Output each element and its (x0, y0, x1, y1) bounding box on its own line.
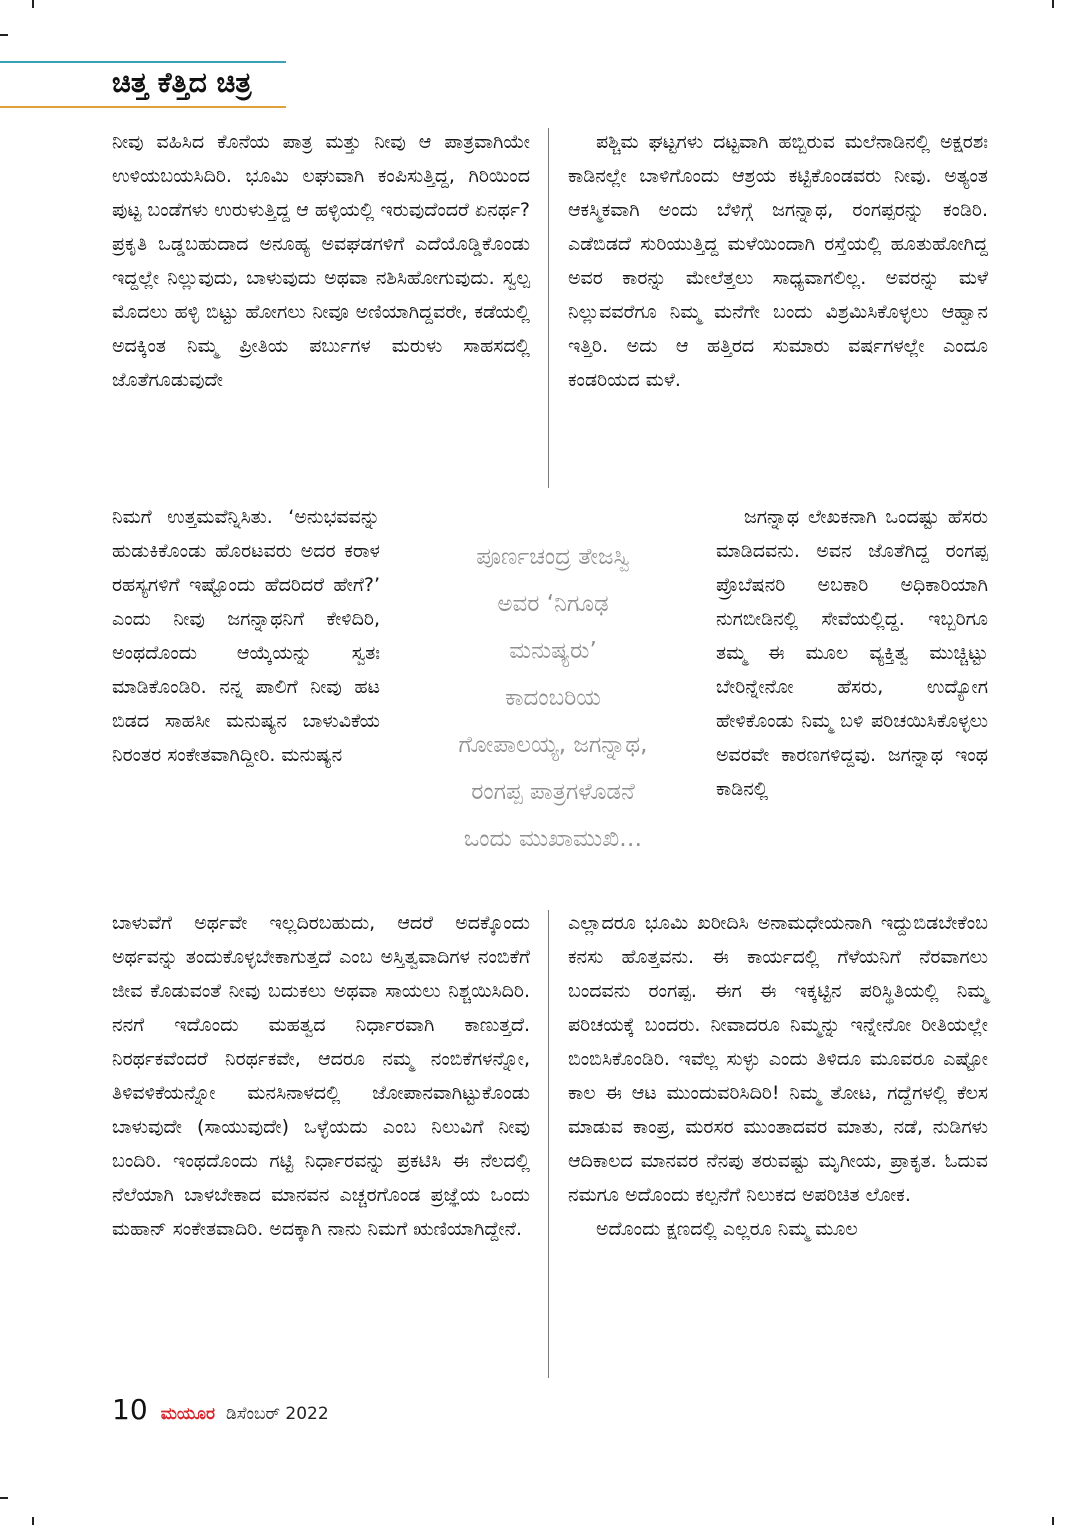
page-number: 10 (112, 1393, 148, 1426)
crop-mark (0, 1497, 8, 1499)
crop-mark (32, 1517, 34, 1525)
paragraph: ಎಲ್ಲಾದರೂ ಭೂಮಿ ಖರೀದಿಸಿ ಅನಾಮಧೇಯನಾಗಿ ಇದ್ದುಬಿಡಬೇಕೆಂಬ ಕನಸು ಹೊತ್ತವನು. ಈ ಕಾರ್ಯದಲ್ಲಿ ಗೆಳೆಯನಿಗೆ ನೆರವಾಗಲು ಬಂದವನು ರಂಗಪ್ಪ. ಈಗ ಈ ಇಕ್ಕಟ್ಟಿನ ಪರಿಸ್ಥಿತಿಯಲ್ಲಿ ನಿಮ್ಮ ಪರಿಚಯಕ್ಕೆ ಬಂದರು. ನೀವಾದರೂ ನಿಮ್ಮನ್ನು ಇನ್ನೇನೋ ರೀತಿಯಲ್ಲೇ ಬಿಂಬಿಸಿಕೊಂಡಿರಿ. ಇವೆಲ್ಲ ಸುಳ್ಳು ಎಂದು ತಿಳಿದೂ ಮೂವರೂ ಎಷ್ಟೋ ಕಾಲ ಈ ಆಟ ಮುಂದುವರಿಸಿದಿರಿ! ನಿಮ್ಮ ತೋಟ, ಗದ್ದೆಗಳಲ್ಲಿ ಕೆಲಸ ಮಾಡುವ ಕಾಂಪ್ರ, ಮರಸರ ಮುಂತಾದವರ ಮಾತು, ನಡೆ, ನುಡಿಗಳು ಆದಿಕಾಲದ ಮಾನವರ ನೆನಪು ತರುವಷ್ಟು ಮೃಗೀಯ, ಪ್ರಾಕೃತ. ಓದುವ ನಮಗೂ ಅದೊಂದು ಕಲ್ಪನೆಗೆ ನಿಲುಕದ ಅಪರಿಚಿತ ಲೋಕ. (568, 912, 988, 1206)
pull-quote-line: ಒಂದು ಮುಖಾಮುಖಿ… (463, 826, 643, 852)
crop-mark (32, 0, 34, 8)
pull-quote-line: ಅವರ ‘ನಿಗೂಢ (497, 591, 609, 617)
paragraph: ಬಾಳುವೆಗೆ ಅರ್ಥವೇ ಇಲ್ಲದಿರಬಹುದು, ಆದರೆ ಅದಕ್ಕೊಂದು ಅರ್ಥವನ್ನು ತಂದುಕೊಳ್ಳಬೇಕಾಗುತ್ತದೆ ಎಂಬ ಅಸ್ತಿತ್ವವಾದಿಗಳ ನಂಬಿಕೆಗೆ ಜೀವ ಕೊಡುವಂತೆ ನೀವು ಬದುಕಲು ಅಥವಾ ಸಾಯಲು ನಿಶ್ಚಯಿಸಿದಿರಿ. ನನಗೆ ಇದೊಂದು ಮಹತ್ವದ ನಿರ್ಧಾರವಾಗಿ ಕಾಣುತ್ತದೆ. ನಿರರ್ಥಕವೆಂದರೆ ನಿರರ್ಥಕವೇ, ಆದರೂ ನಮ್ಮ ನಂಬಿಕೆಗಳನ್ನೋ, ತಿಳಿವಳಿಕೆಯನ್ನೋ ಮನಸಿನಾಳದಲ್ಲಿ ಜೋಪಾನವಾಗಿಟ್ಟುಕೊಂಡು ಬಾಳುವುದೇ (ಸಾಯುವುದೇ) ಒಳ್ಳೆಯದು ಎಂಬ ನಿಲುವಿಗೆ ನೀವು ಬಂದಿರಿ. ಇಂಥದೊಂದು ಗಟ್ಟಿ ನಿರ್ಧಾರವನ್ನು ಪ್ರಕಟಿಸಿ ಈ ನೆಲದಲ್ಲಿ ನೆಲೆಯಾಗಿ ಬಾಳಬೇಕಾದ ಮಾನವನ ಎಚ್ಚರಗೊಂಡ ಪ್ರಜ್ಞೆಯ ಒಂದು ಮಹಾನ್ ಸಂಕೇತವಾದಿರಿ. ಅದಕ್ಕಾಗಿ ನಾನು ನಿಮಗೆ ಋಣಿಯಾಗಿದ್ದೇನೆ. (112, 912, 530, 1240)
crop-mark (0, 34, 8, 36)
pull-quote (408, 534, 698, 863)
crop-mark (1052, 0, 1054, 8)
header-rule-top (0, 61, 286, 63)
header-rule-bottom (0, 106, 286, 108)
page-footer (112, 1393, 329, 1426)
pull-quote-line: ಮನುಷ್ಯರು’ (509, 638, 597, 664)
article-col1-bottom (112, 906, 530, 1382)
paragraph: ಪಶ್ಚಿಮ ಘಟ್ಟಗಳು ದಟ್ಟವಾಗಿ ಹಬ್ಬಿರುವ ಮಲೆನಾಡಿನಲ್ಲಿ ಅಕ್ಷರಶಃ ಕಾಡಿನಲ್ಲೇ ಬಾಳಿಗೊಂದು ಆಶ್ರಯ ಕಟ್ಟಿಕೊಂಡವರು ನೀವು. ಅತ್ಯಂತ ಆಕಸ್ಮಿಕವಾಗಿ ಅಂದು ಬೆಳಿಗ್ಗೆ ಜಗನ್ನಾಥ, ರಂಗಪ್ಪರನ್ನು ಕಂಡಿರಿ. ಎಡೆಬಿಡದೆ ಸುರಿಯುತ್ತಿದ್ದ ಮಳೆಯಿಂದಾಗಿ ರಸ್ತೆಯಲ್ಲಿ ಹೂತುಹೋಗಿದ್ದ ಅವರ ಕಾರನ್ನು ಮೇಲೆತ್ತಲು ಸಾಧ್ಯವಾಗಲಿಲ್ಲ. ಅವರನ್ನು ಮಳೆ ನಿಲ್ಲುವವರೆಗೂ ನಿಮ್ಮ ಮನೆಗೇ ಬಂದು ವಿಶ್ರಮಿಸಿಕೊಳ್ಳಲು ಆಹ್ವಾನ ಇತ್ತಿರಿ. ಅದು ಆ ಹತ್ತಿರದ ಸುಮಾರು ವರ್ಷಗಳಲ್ಲೇ ಎಂದೂ ಕಂಡರಿಯದ ಮಳೆ. (568, 131, 988, 391)
paragraph: ಜಗನ್ನಾಥ ಲೇಖಕನಾಗಿ ಒಂದಷ್ಟು ಹೆಸರು ಮಾಡಿದವನು. ಅವನ ಜೊತೆಗಿದ್ದ ರಂಗಪ್ಪ ಪ್ರೊಬೆಷನರಿ ಅಬಕಾರಿ ಅಧಿಕಾರಿಯಾಗಿ ನುಗಬೀಡಿನಲ್ಲಿ ಸೇವೆಯಲ್ಲಿದ್ದ. ಇಬ್ಬರಿಗೂ ತಮ್ಮ ಈ ಮೂಲ ವ್ಯಕ್ತಿತ್ವ ಮುಚ್ಚಿಟ್ಟು ಬೇರಿನ್ನೇನೋ ಹೆಸರು, ಉದ್ಯೋಗ ಹೇಳಿಕೊಂಡು ನಿಮ್ಮ ಬಳಿ ಪರಿಚಯಿಸಿಕೊಳ್ಳಲು ಅವರವೇ ಕಾರಣಗಳಿದ್ದವು. ಜಗನ್ನಾಥ ಇಂಥ ಕಾಡಿನಲ್ಲಿ (716, 506, 988, 800)
paragraph: ನಿಮಗೆ ಉತ್ತಮವೆನ್ನಿಸಿತು. ‘ಅನುಭವವನ್ನು ಹುಡುಕಿಕೊಂಡು ಹೊರಟವರು ಅದರ ಕರಾಳ ರಹಸ್ಯಗಳಿಗೆ ಇಷ್ಟೊಂದು ಹೆದರಿದರೆ ಹೇಗೆ?’ ಎಂದು ನೀವು ಜಗನ್ನಾಥನಿಗೆ ಕೇಳಿದಿರಿ, ಅಂಥದೊಂದು ಆಯ್ಕೆಯನ್ನು ಸ್ವತಃ ಮಾಡಿಕೊಂಡಿರಿ. ನನ್ನ ಪಾಲಿಗೆ ನೀವು ಹಟ ಬಿಡದ ಸಾಹಸೀ ಮನುಷ್ಯನ ಬಾಳುವಿಕೆಯ ನಿರಂತರ ಸಂಕೇತವಾಗಿದ್ದೀರಿ. ಮನುಷ್ಯನ (112, 506, 380, 766)
pull-quote-line: ರಂಗಪ್ಪ ಪಾತ್ರಗಳೊಡನೆ (471, 779, 635, 805)
paragraph: ಅದೊಂದು ಕ್ಷಣದಲ್ಲಿ ಎಲ್ಲರೂ ನಿಮ್ಮ ಮೂಲ (596, 1218, 858, 1240)
column-divider (548, 910, 549, 1378)
paragraph: ನೀವು ವಹಿಸಿದ ಕೊನೆಯ ಪಾತ್ರ ಮತ್ತು ನೀವು ಆ ಪಾತ್ರವಾಗಿಯೇ ಉಳಿಯಬಯಸಿದಿರಿ. ಭೂಮಿ ಲಘುವಾಗಿ ಕಂಪಿಸುತ್ತಿದ್ದ, ಗಿರಿಯಿಂದ ಪುಟ್ಟ ಬಂಡೆಗಳು ಉರುಳುತ್ತಿದ್ದ ಆ ಹಳ್ಳಿಯಲ್ಲಿ ಇರುವುದೆಂದರೆ ಏನರ್ಥ? ಪ್ರಕೃತಿ ಒಡ್ಡಬಹುದಾದ ಅನೂಹ್ಯ ಅವಘಡಗಳಿಗೆ ಎದೆಯೊಡ್ಡಿಕೊಂಡು ಇದ್ದಲ್ಲೇ ನಿಲ್ಲುವುದು, ಬಾಳುವುದು ಅಥವಾ ನಶಿಸಿಹೋಗುವುದು. ಸ್ವಲ್ಪ ಮೊದಲು ಹಳ್ಳಿ ಬಿಟ್ಟು ಹೋಗಲು ನೀವೂ ಅಣಿಯಾಗಿದ್ದವರೇ, ಕಡೆಯಲ್ಲಿ ಅದಕ್ಕಿಂತ ನಿಮ್ಮ ಪ್ರೀತಿಯ ಪರ್ಬುಗಳ ಮರುಳು ಸಾಹಸದಲ್ಲಿ ಜೊತೆಗೂಡುವುದೇ (112, 131, 530, 391)
pull-quote-line: ಗೋಪಾಲಯ್ಯ, ಜಗನ್ನಾಥ, (458, 732, 648, 758)
article-col2-bottom (568, 906, 988, 1382)
article-col1-mid (112, 500, 380, 908)
column-divider (548, 128, 549, 488)
article-col1-top (112, 125, 530, 499)
issue-date: ಡಿಸೆಂಬರ್ 2022 (226, 1404, 329, 1424)
magazine-logo: ಮಯೂರ (160, 1404, 215, 1424)
pull-quote-line: ಪೂರ್ಣಚಂದ್ರ ತೇಜಸ್ವಿ (476, 544, 630, 570)
article-col2-mid (716, 500, 988, 908)
pull-quote-line: ಕಾದಂಬರಿಯ (505, 685, 601, 711)
crop-mark (1052, 1517, 1054, 1525)
article-col2-top (568, 125, 988, 499)
section-title: ಚಿತ್ತ ಕೆತ್ತಿದ ಚಿತ್ರ (112, 66, 252, 99)
